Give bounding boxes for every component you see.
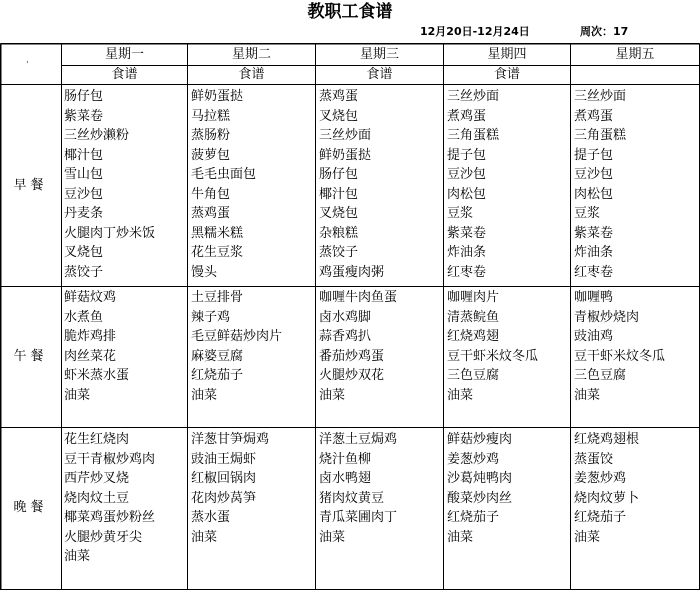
menu-item: 三丝炒面 bbox=[447, 89, 500, 104]
menu-item: 蒸肠粉 bbox=[191, 128, 231, 143]
menu-item: 三丝炒濑粉 bbox=[64, 128, 130, 143]
menu-item: 椰菜鸡蛋炒粉丝 bbox=[64, 510, 156, 525]
menu-item: 油菜 bbox=[319, 529, 346, 545]
menu-item: 肠仔包 bbox=[64, 89, 104, 104]
menu-item: 豆沙包 bbox=[447, 167, 487, 182]
menu-item: 咖喱牛肉鱼蛋 bbox=[319, 290, 398, 305]
menu-item: 肠仔包 bbox=[319, 167, 359, 182]
menu-item: 紫菜卷 bbox=[64, 108, 104, 124]
menu-item: 咖喱肉片 bbox=[447, 290, 500, 305]
menu-item: 椰汁包 bbox=[319, 186, 359, 202]
day-header-wed: 星期三 bbox=[359, 47, 399, 62]
menu-item: 毛豆鲜菇炒肉片 bbox=[191, 329, 283, 344]
day-header-fri: 星期五 bbox=[615, 47, 655, 62]
menu-item: 鲜奶蛋挞 bbox=[319, 147, 372, 163]
menu-item: 三角蛋糕 bbox=[447, 128, 500, 143]
menu-item: 三角蛋糕 bbox=[574, 128, 627, 143]
menu-item: 烧肉炆土豆 bbox=[64, 490, 130, 506]
menu-item: 西芹炒叉烧 bbox=[64, 471, 130, 486]
date-range: 12月20日-12月24日 bbox=[420, 25, 530, 38]
week-number: 周次：17 bbox=[580, 25, 629, 38]
menu-cell-lunch-mon bbox=[64, 288, 129, 405]
menu-item: 三丝炒面 bbox=[574, 89, 627, 104]
menu-item: 洋葱甘笋焗鸡 bbox=[191, 432, 270, 447]
menu-item: 花生豆浆 bbox=[191, 245, 244, 260]
menu-item: 雪山包 bbox=[64, 167, 104, 182]
menu-item: 丹麦条 bbox=[64, 206, 104, 221]
menu-item: 豉油王焗虾 bbox=[191, 451, 257, 467]
menu-item: 青椒炒烧肉 bbox=[574, 309, 640, 325]
menu-item: 馒头 bbox=[191, 264, 218, 280]
menu-item: 蒜香鸡扒 bbox=[319, 329, 372, 344]
menu-cell-lunch-fri bbox=[574, 288, 665, 405]
menu-item: 炸油条 bbox=[574, 245, 614, 260]
menu-item: 马拉糕 bbox=[191, 108, 231, 124]
menu-cell-dinner-tue bbox=[191, 430, 269, 547]
menu-item: 辣子鸡 bbox=[191, 309, 231, 325]
menu-item: 油菜 bbox=[319, 387, 346, 403]
meal-label-dinner: 晚餐 bbox=[13, 500, 48, 515]
menu-item: 蒸鸡蛋 bbox=[319, 89, 359, 104]
menu-item: 花肉炒莴笋 bbox=[191, 490, 257, 506]
menu-cell-dinner-mon bbox=[64, 430, 155, 567]
menu-cell-breakfast-wed bbox=[319, 87, 384, 282]
menu-cell-breakfast-thu bbox=[447, 87, 499, 282]
menu-item: 虾米蒸水蛋 bbox=[64, 368, 130, 383]
menu-item: 鲜菇炆鸡 bbox=[64, 290, 117, 305]
menu-item: 蒸饺子 bbox=[319, 245, 359, 260]
menu-item: 煮鸡蛋 bbox=[447, 108, 487, 124]
menu-item: 红烧鸡翅根 bbox=[574, 432, 640, 447]
menu-cell-lunch-thu bbox=[447, 288, 538, 405]
menu-item: 煮鸡蛋 bbox=[574, 108, 614, 124]
menu-item: 蒸蛋饺 bbox=[574, 451, 614, 467]
corner-mark: · bbox=[26, 58, 29, 68]
menu-item: 提子包 bbox=[447, 147, 487, 163]
menu-item: 豆干虾米炆冬瓜 bbox=[447, 348, 539, 364]
menu-item: 肉松包 bbox=[447, 186, 487, 202]
menu-item: 麻婆豆腐 bbox=[191, 348, 244, 364]
day-header-mon: 星期一 bbox=[104, 47, 144, 62]
menu-cell-breakfast-fri bbox=[574, 87, 626, 282]
menu-item: 油菜 bbox=[191, 529, 218, 545]
menu-item: 花生红烧肉 bbox=[64, 432, 130, 447]
menu-item: 豉油鸡 bbox=[574, 329, 614, 344]
menu-item: 豆干虾米炆冬瓜 bbox=[574, 348, 666, 364]
menu-cell-dinner-wed bbox=[319, 430, 397, 547]
menu-item: 三丝炒面 bbox=[319, 128, 372, 143]
page-title: 教职工食谱 bbox=[307, 2, 393, 22]
menu-item: 咖喱鸭 bbox=[574, 290, 614, 305]
menu-item: 三色豆腐 bbox=[447, 368, 500, 383]
menu-cell-breakfast-tue bbox=[191, 87, 256, 282]
menu-item: 豆浆 bbox=[574, 206, 601, 221]
menu-item: 姜葱炒鸡 bbox=[447, 451, 500, 467]
menu-item: 黑糯米糕 bbox=[191, 225, 244, 241]
menu-item: 水煮鱼 bbox=[64, 309, 104, 325]
menu-cell-dinner-fri bbox=[574, 430, 639, 547]
menu-item: 肉松包 bbox=[574, 186, 614, 202]
menu-item: 烧肉炆萝卜 bbox=[574, 490, 640, 506]
menu-item: 豆浆 bbox=[447, 206, 474, 221]
menu-item: 叉烧包 bbox=[319, 206, 359, 221]
menu-item: 红枣卷 bbox=[574, 264, 614, 280]
menu-item: 油菜 bbox=[574, 387, 601, 403]
menu-item: 提子包 bbox=[574, 147, 614, 163]
sub-header: 食谱 bbox=[238, 67, 265, 82]
menu-cell-dinner-thu bbox=[447, 430, 512, 547]
menu-item: 牛角包 bbox=[191, 186, 231, 202]
menu-item: 洋葱土豆焗鸡 bbox=[319, 432, 398, 447]
day-header-tue: 星期二 bbox=[231, 47, 271, 62]
menu-cell-breakfast-mon bbox=[64, 87, 155, 282]
menu-item: 红烧鸡翅 bbox=[447, 329, 500, 344]
menu-item: 三色豆腐 bbox=[574, 368, 627, 383]
menu-item: 鸡蛋瘦肉粥 bbox=[319, 264, 385, 280]
menu-item: 蒸鸡蛋 bbox=[191, 206, 231, 221]
menu-item: 红椒回锅肉 bbox=[191, 471, 257, 486]
menu-item: 鲜奶蛋挞 bbox=[191, 89, 244, 104]
sub-header: 食谱 bbox=[111, 67, 138, 82]
menu-item: 火腿肉丁炒米饭 bbox=[64, 225, 156, 241]
menu-item: 油菜 bbox=[447, 387, 474, 403]
menu-item: 清蒸鲩鱼 bbox=[447, 309, 500, 325]
menu-item: 肉丝菜花 bbox=[64, 348, 117, 364]
menu-item: 叉烧包 bbox=[319, 108, 359, 124]
menu-item: 杂粮糕 bbox=[319, 225, 359, 241]
menu-item: 毛毛虫面包 bbox=[191, 167, 257, 182]
menu-item: 红烧茄子 bbox=[447, 510, 500, 525]
menu-item: 火腿炒黄牙尖 bbox=[64, 529, 143, 545]
sub-header: 食谱 bbox=[366, 67, 393, 82]
menu-item: 红烧茄子 bbox=[191, 368, 244, 383]
menu-item: 油菜 bbox=[574, 529, 601, 545]
menu-item: 油菜 bbox=[447, 529, 474, 545]
menu-item: 豆沙包 bbox=[64, 186, 104, 202]
menu-item: 油菜 bbox=[64, 549, 91, 564]
day-header-thu: 星期四 bbox=[487, 47, 527, 62]
menu-item: 炸油条 bbox=[447, 245, 487, 260]
meal-label-lunch: 午餐 bbox=[13, 349, 48, 364]
meal-label-breakfast: 早餐 bbox=[13, 178, 48, 193]
menu-item: 椰汁包 bbox=[64, 147, 104, 163]
menu-cell-lunch-tue bbox=[191, 288, 282, 405]
menu-item: 油菜 bbox=[191, 387, 218, 403]
menu-item: 卤水鸭翅 bbox=[319, 471, 372, 486]
menu-item: 青瓜菜圃肉丁 bbox=[319, 510, 398, 525]
menu-item: 土豆排骨 bbox=[191, 290, 244, 305]
menu-item: 烧汁鱼柳 bbox=[319, 451, 372, 467]
menu-cell-lunch-wed bbox=[319, 288, 397, 405]
menu-item: 红烧茄子 bbox=[574, 510, 627, 525]
menu-item: 蒸饺子 bbox=[64, 264, 104, 280]
menu-item: 豆沙包 bbox=[574, 167, 614, 182]
menu-item: 脆炸鸡排 bbox=[64, 329, 117, 344]
menu-item: 紫菜卷 bbox=[574, 225, 614, 241]
menu-item: 菠萝包 bbox=[191, 147, 231, 163]
menu-item: 猪肉炆黄豆 bbox=[319, 490, 385, 506]
menu-item: 豆干青椒炒鸡肉 bbox=[64, 451, 156, 467]
menu-item: 火腿炒双花 bbox=[319, 368, 385, 383]
menu-item: 番茄炒鸡蛋 bbox=[319, 348, 385, 364]
menu-item: 沙葛炖鸭肉 bbox=[447, 471, 513, 486]
menu-item: 蒸水蛋 bbox=[191, 510, 231, 525]
sub-header: 食谱 bbox=[493, 67, 520, 82]
menu-item: 姜葱炒鸡 bbox=[574, 471, 627, 486]
menu-item: 酸菜炒肉丝 bbox=[447, 490, 513, 506]
menu-item: 卤水鸡脚 bbox=[319, 309, 372, 325]
menu-item: 鲜菇炒瘦肉 bbox=[447, 432, 513, 447]
menu-item: 紫菜卷 bbox=[447, 225, 487, 241]
menu-item: 红枣卷 bbox=[447, 264, 487, 280]
menu-item: 叉烧包 bbox=[64, 245, 104, 260]
menu-item: 油菜 bbox=[64, 387, 91, 403]
